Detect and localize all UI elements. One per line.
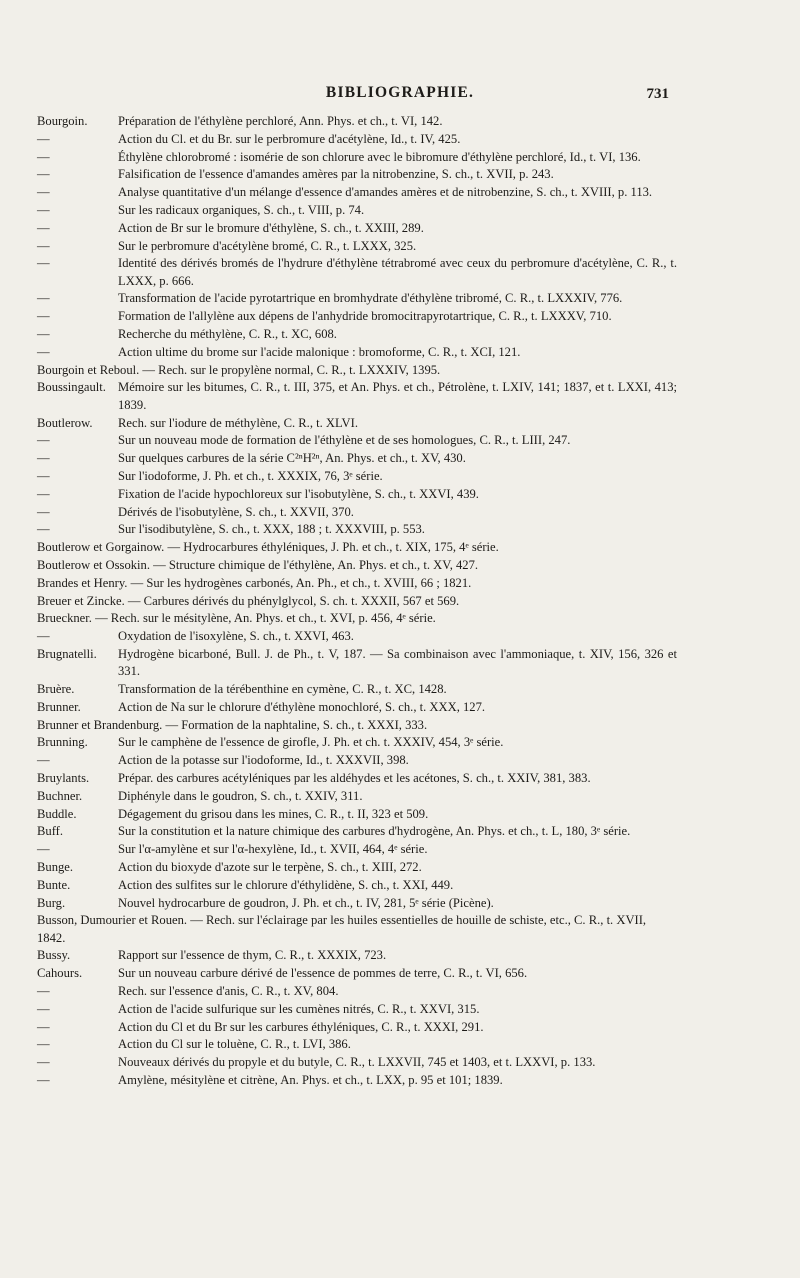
entry-author: —: [37, 309, 50, 324]
entry-reference: Sur l'iodoforme, J. Ph. et ch., t. XXXIX, 76, 3ᵉ série.: [118, 468, 383, 483]
entry-author: —: [37, 1001, 50, 1016]
entry-author: Buchner.: [37, 788, 83, 803]
bibliography-entry: [37, 610, 677, 627]
entry-author: —: [37, 256, 50, 271]
bibliography-entry: [37, 1072, 677, 1089]
bibliography-entry: [37, 450, 677, 467]
bibliography-entry: [37, 1001, 677, 1018]
entry-author: —: [37, 753, 50, 768]
bibliography-entry: [37, 379, 677, 414]
entry-author: —: [37, 486, 50, 501]
entry-author: —: [37, 1019, 50, 1034]
entry-author: Bruylants.: [37, 770, 90, 785]
bibliography-entry: [37, 752, 677, 769]
bibliography-entry: [37, 166, 677, 183]
entry-reference: Rapport sur l'essence de thym, C. R., t. XXXIX, 723.: [118, 948, 387, 963]
bibliography-entry: [37, 504, 677, 521]
entry-reference: Oxydation de l'isoxylène, S. ch., t. XXVI, 463.: [118, 629, 354, 644]
entry-reference: Action de l'acide sulfurique sur les cumènes nitrés, C. R., t. XXVI, 315.: [118, 1001, 480, 1016]
entry-author: —: [37, 629, 50, 644]
entry-reference: Action de Na sur le chlorure d'éthylène monochloré, S. ch., t. XXX, 127.: [118, 699, 486, 714]
bibliography-entry: [37, 859, 677, 876]
entry-reference: Amylène, mésitylène et citrène, An. Phys. et ch., t. LXX, p. 95 et 101; 1839.: [118, 1073, 503, 1088]
bibliography-entry: [37, 539, 677, 556]
entry-reference: Action des sulfites sur le chlorure d'éthylidène, S. ch., t. XXI, 449.: [118, 877, 454, 892]
bibliography-entry: [37, 947, 677, 964]
entry-author: Buff.: [37, 824, 64, 839]
entry-author: —: [37, 131, 50, 146]
entry-author: —: [37, 291, 50, 306]
entry-reference: — Rech. sur le propylène normal, C. R., t. LXXXIV, 1395.: [142, 362, 441, 377]
entry-reference: Falsification de l'essence d'amandes amères par la nitrobenzine, S. ch., t. XVII, p. 243.: [118, 167, 554, 182]
entry-reference: — Carbures dérivés du phénylglycol, S. ch. t. XXXII, 567 et 569.: [127, 593, 460, 608]
entry-reference: Transformation de la térébenthine en cymène, C. R., t. XC, 1428.: [118, 682, 447, 696]
entry-author: Boutlerow.: [37, 415, 93, 430]
bibliography-entry: [37, 983, 677, 1000]
page-header: [0, 84, 800, 108]
entry-reference: Sur quelques carbures de la série C²ⁿH²ⁿ, An. Phys. et ch., t. XV, 430.: [118, 451, 466, 466]
bibliography-entry: [37, 521, 677, 538]
entry-author: Brunning.: [37, 735, 88, 750]
entry-author: Bourgoin.: [37, 114, 88, 128]
bibliography-entry: [37, 202, 677, 219]
bibliography-entry: [37, 628, 677, 645]
entry-reference: — Rech. sur l'éclairage par les huiles essentielles de houille de schiste, etc., C. R., t. XVII, 1842.: [37, 913, 647, 945]
entry-author: Burg.: [37, 895, 66, 910]
entry-author: Cahours.: [37, 966, 83, 981]
entry-reference: — Structure chimique de l'éthylène, An. Phys. et ch., t. XV, 427.: [153, 557, 479, 572]
bibliography-entry: [37, 717, 677, 734]
entry-author: Brandes et Henry.: [37, 575, 128, 590]
entry-reference: Préparation de l'éthylène perchloré, Ann. Phys. et ch., t. VI, 142.: [118, 114, 443, 128]
entry-reference: Formation de l'allylène aux dépens de l'anhydride bromocitrapyrotartrique, C. R., t. LXXXV, 710.: [118, 309, 612, 324]
entry-author: —: [37, 220, 50, 235]
entry-author: —: [37, 327, 50, 342]
bibliography-entry: [37, 734, 677, 751]
bibliography-entry: [37, 788, 677, 805]
bibliography-entry: [37, 965, 677, 982]
bibliography-entry: [37, 326, 677, 343]
bibliography-entry: [37, 557, 677, 574]
bibliography-entry: [37, 1054, 677, 1071]
entry-reference: Mémoire sur les bitumes, C. R., t. III, 375, et An. Phys. et ch., Pétrolène, t. LXIV, 141; 1837, et t. LXXI, 413; 1839.: [118, 380, 677, 412]
entry-reference: Analyse quantitative d'un mélange d'essence d'amandes amères et de nitrobenzine, S. ch., t. XVIII, p. 113.: [118, 185, 653, 200]
bibliography-entry: [37, 770, 677, 787]
bibliography-entry: [37, 806, 677, 823]
entry-reference: Action de la potasse sur l'iodoforme, Id., t. XXXVII, 398.: [118, 753, 409, 768]
entry-author: —: [37, 504, 50, 519]
entry-author: Boutlerow et Gorgainow.: [37, 540, 165, 555]
page-number: 731: [646, 86, 669, 102]
entry-reference: Prépar. des carbures acétyléniques par les aldéhydes et les acétones, S. ch., t. XXIV, 381, 383.: [118, 770, 591, 785]
bibliography-entry: [37, 344, 677, 361]
entry-author: Bunge.: [37, 859, 74, 874]
entry-author: Brunner et Brandenburg.: [37, 717, 163, 732]
bibliography-entry: [37, 308, 677, 325]
bibliography-entry: [37, 646, 677, 681]
entry-author: Buddle.: [37, 806, 77, 821]
entry-reference: Sur le camphène de l'essence de girofle, J. Ph. et ch. t. XXXIV, 454, 3ᵉ série.: [118, 735, 504, 750]
entry-reference: Sur un nouveau carbure dérivé de l'essence de pommes de terre, C. R., t. VI, 656.: [118, 966, 528, 981]
bibliography-entry: [37, 1019, 677, 1036]
bibliography-entry: [37, 681, 677, 698]
entry-author: —: [37, 842, 50, 857]
bibliography-entry: [37, 432, 677, 449]
entry-reference: Rech. sur l'essence d'anis, C. R., t. XV, 804.: [118, 984, 339, 999]
bibliography-entry: [37, 699, 677, 716]
bibliography-entry: [37, 362, 677, 379]
entry-reference: Éthylène chlorobromé : isomérie de son chlorure avec le bibromure d'éthylène perchloré, Id., t. VI, 136.: [118, 149, 641, 164]
running-title: BIBLIOGRAPHIE.: [325, 84, 475, 101]
bibliography-entry: [37, 912, 677, 947]
entry-reference: Action du bioxyde d'azote sur le terpène, S. ch., t. XIII, 272.: [118, 859, 422, 874]
entry-author: —: [37, 202, 50, 217]
entry-author: Brueckner.: [37, 611, 92, 626]
entry-author: Breuer et Zincke.: [37, 593, 125, 608]
entry-reference: — Formation de la naphtaline, S. ch., t. XXXI, 333.: [165, 717, 428, 732]
bibliography-entry: [37, 1036, 677, 1053]
entry-reference: Dégagement du grisou dans les mines, C. R., t. II, 323 et 509.: [118, 806, 429, 821]
bibliography-entry: [37, 415, 677, 432]
bibliography-entry: [37, 468, 677, 485]
bibliography-entry: [37, 238, 677, 255]
entry-reference: Rech. sur l'iodure de méthylène, C. R., t. XLVI.: [118, 415, 358, 430]
bibliography-entry: [37, 841, 677, 858]
entry-author: —: [37, 185, 50, 200]
entry-reference: — Sur les hydrogènes carbonés, An. Ph., et ch., t. XVIII, 66 ; 1821.: [130, 575, 472, 590]
entry-author: Busson, Dumourier et Rouen.: [37, 913, 188, 928]
entry-author: —: [37, 984, 50, 999]
entry-author: —: [37, 149, 50, 164]
entry-author: Boussingault.: [37, 380, 106, 395]
entry-author: —: [37, 451, 50, 466]
entry-reference: Sur la constitution et la nature chimique des carbures d'hydrogène, An. Phys. et ch., t. L, 180, 3ᵉ série.: [118, 824, 631, 839]
entry-author: —: [37, 433, 50, 448]
bibliography-entry: [37, 593, 677, 610]
entry-reference: Sur le perbromure d'acétylène bromé, C. R., t. LXXX, 325.: [118, 238, 417, 253]
entry-reference: Action du Cl. et du Br. sur le perbromure d'acétylène, Id., t. IV, 425.: [118, 131, 461, 146]
entry-author: —: [37, 1037, 50, 1052]
entry-author: —: [37, 238, 50, 253]
entry-reference: — Hydrocarbures éthyléniques, J. Ph. et ch., t. XIX, 175, 4ᵉ série.: [167, 540, 499, 555]
entry-reference: Sur l'α-amylène et sur l'α-hexylène, Id., t. XVII, 464, 4ᵉ série.: [118, 842, 428, 857]
entry-reference: Action du Cl sur le toluène, C. R., t. LVI, 386.: [118, 1037, 351, 1052]
bibliography-entry: [37, 823, 677, 840]
entry-author: Bourgoin et Reboul.: [37, 362, 140, 377]
entry-reference: Action ultime du brome sur l'acide malonique : bromoforme, C. R., t. XCI, 121.: [118, 344, 521, 359]
entry-reference: Nouveaux dérivés du propyle et du butyle, C. R., t. LXXVII, 745 et 1403, et t. LXXVI, p. 133.: [118, 1055, 596, 1070]
bibliography-entry: [37, 486, 677, 503]
entry-reference: Hydrogène bicarboné, Bull. J. de Ph., t. V, 187. — Sa combinaison avec l'ammoniaque, t. XIV, 156, 326 et 331.: [118, 646, 677, 679]
bibliography-entry: [37, 149, 677, 166]
entry-author: Brunner.: [37, 699, 81, 714]
entry-reference: Transformation de l'acide pyrotartrique en bromhydrate d'éthylène tribromé, C. R., t. LXXXIV, 776.: [118, 291, 623, 306]
entry-author: —: [37, 468, 50, 483]
bibliography-entry: [37, 895, 677, 912]
entry-reference: Diphényle dans le goudron, S. ch., t. XXIV, 311.: [118, 788, 363, 803]
entry-reference: Sur l'isodibutylène, S. ch., t. XXX, 188 ; t. XXXVIII, p. 553.: [118, 522, 425, 537]
entry-author: Brugnatelli.: [37, 646, 97, 661]
entry-reference: Nouvel hydrocarbure de goudron, J. Ph. et ch., t. IV, 281, 5ᵉ série (Picène).: [118, 895, 494, 910]
bibliography-entry: [37, 113, 677, 130]
entry-reference: Action de Br sur le bromure d'éthylène, S. ch., t. XXIII, 289.: [118, 220, 424, 235]
entry-reference: Fixation de l'acide hypochloreux sur l'isobutylène, S. ch., t. XXVI, 439.: [118, 486, 479, 501]
bibliography-entry: [37, 220, 677, 237]
entry-author: —: [37, 1055, 50, 1070]
bibliography-entry: [37, 131, 677, 148]
entry-author: Bruère.: [37, 682, 75, 696]
entry-reference: Identité des dérivés bromés de l'hydrure d'éthylène tétrabromé avec ceux du perbromure d'acétylène, C. R., t. LXXX, p. 666.: [118, 256, 677, 288]
entry-author: —: [37, 1073, 50, 1088]
entry-author: Boutlerow et Ossokin.: [37, 557, 150, 572]
bibliography-entry: [37, 290, 677, 307]
bibliography-list: [37, 113, 677, 1090]
entry-author: —: [37, 344, 50, 359]
entry-author: —: [37, 167, 50, 182]
entry-reference: Action du Cl et du Br sur les carbures éthyléniques, C. R., t. XXXI, 291.: [118, 1019, 484, 1034]
entry-author: Bunte.: [37, 877, 71, 892]
entry-author: Bussy.: [37, 948, 71, 963]
entry-reference: — Rech. sur le mésitylène, An. Phys. et ch., t. XVI, p. 456, 4ᵉ série.: [95, 611, 436, 626]
entry-author: —: [37, 522, 50, 537]
bibliography-entry: [37, 184, 677, 201]
bibliography-entry: [37, 255, 677, 290]
entry-reference: Sur les radicaux organiques, S. ch., t. VIII, p. 74.: [118, 202, 365, 217]
bibliography-entry: [37, 575, 677, 592]
entry-reference: Dérivés de l'isobutylène, S. ch., t. XXVII, 370.: [118, 504, 354, 519]
entry-reference: Recherche du méthylène, C. R., t. XC, 608.: [118, 327, 337, 342]
entry-reference: Sur un nouveau mode de formation de l'éthylène et de ses homologues, C. R., t. LIII, 247.: [118, 433, 571, 448]
bibliography-entry: [37, 877, 677, 894]
